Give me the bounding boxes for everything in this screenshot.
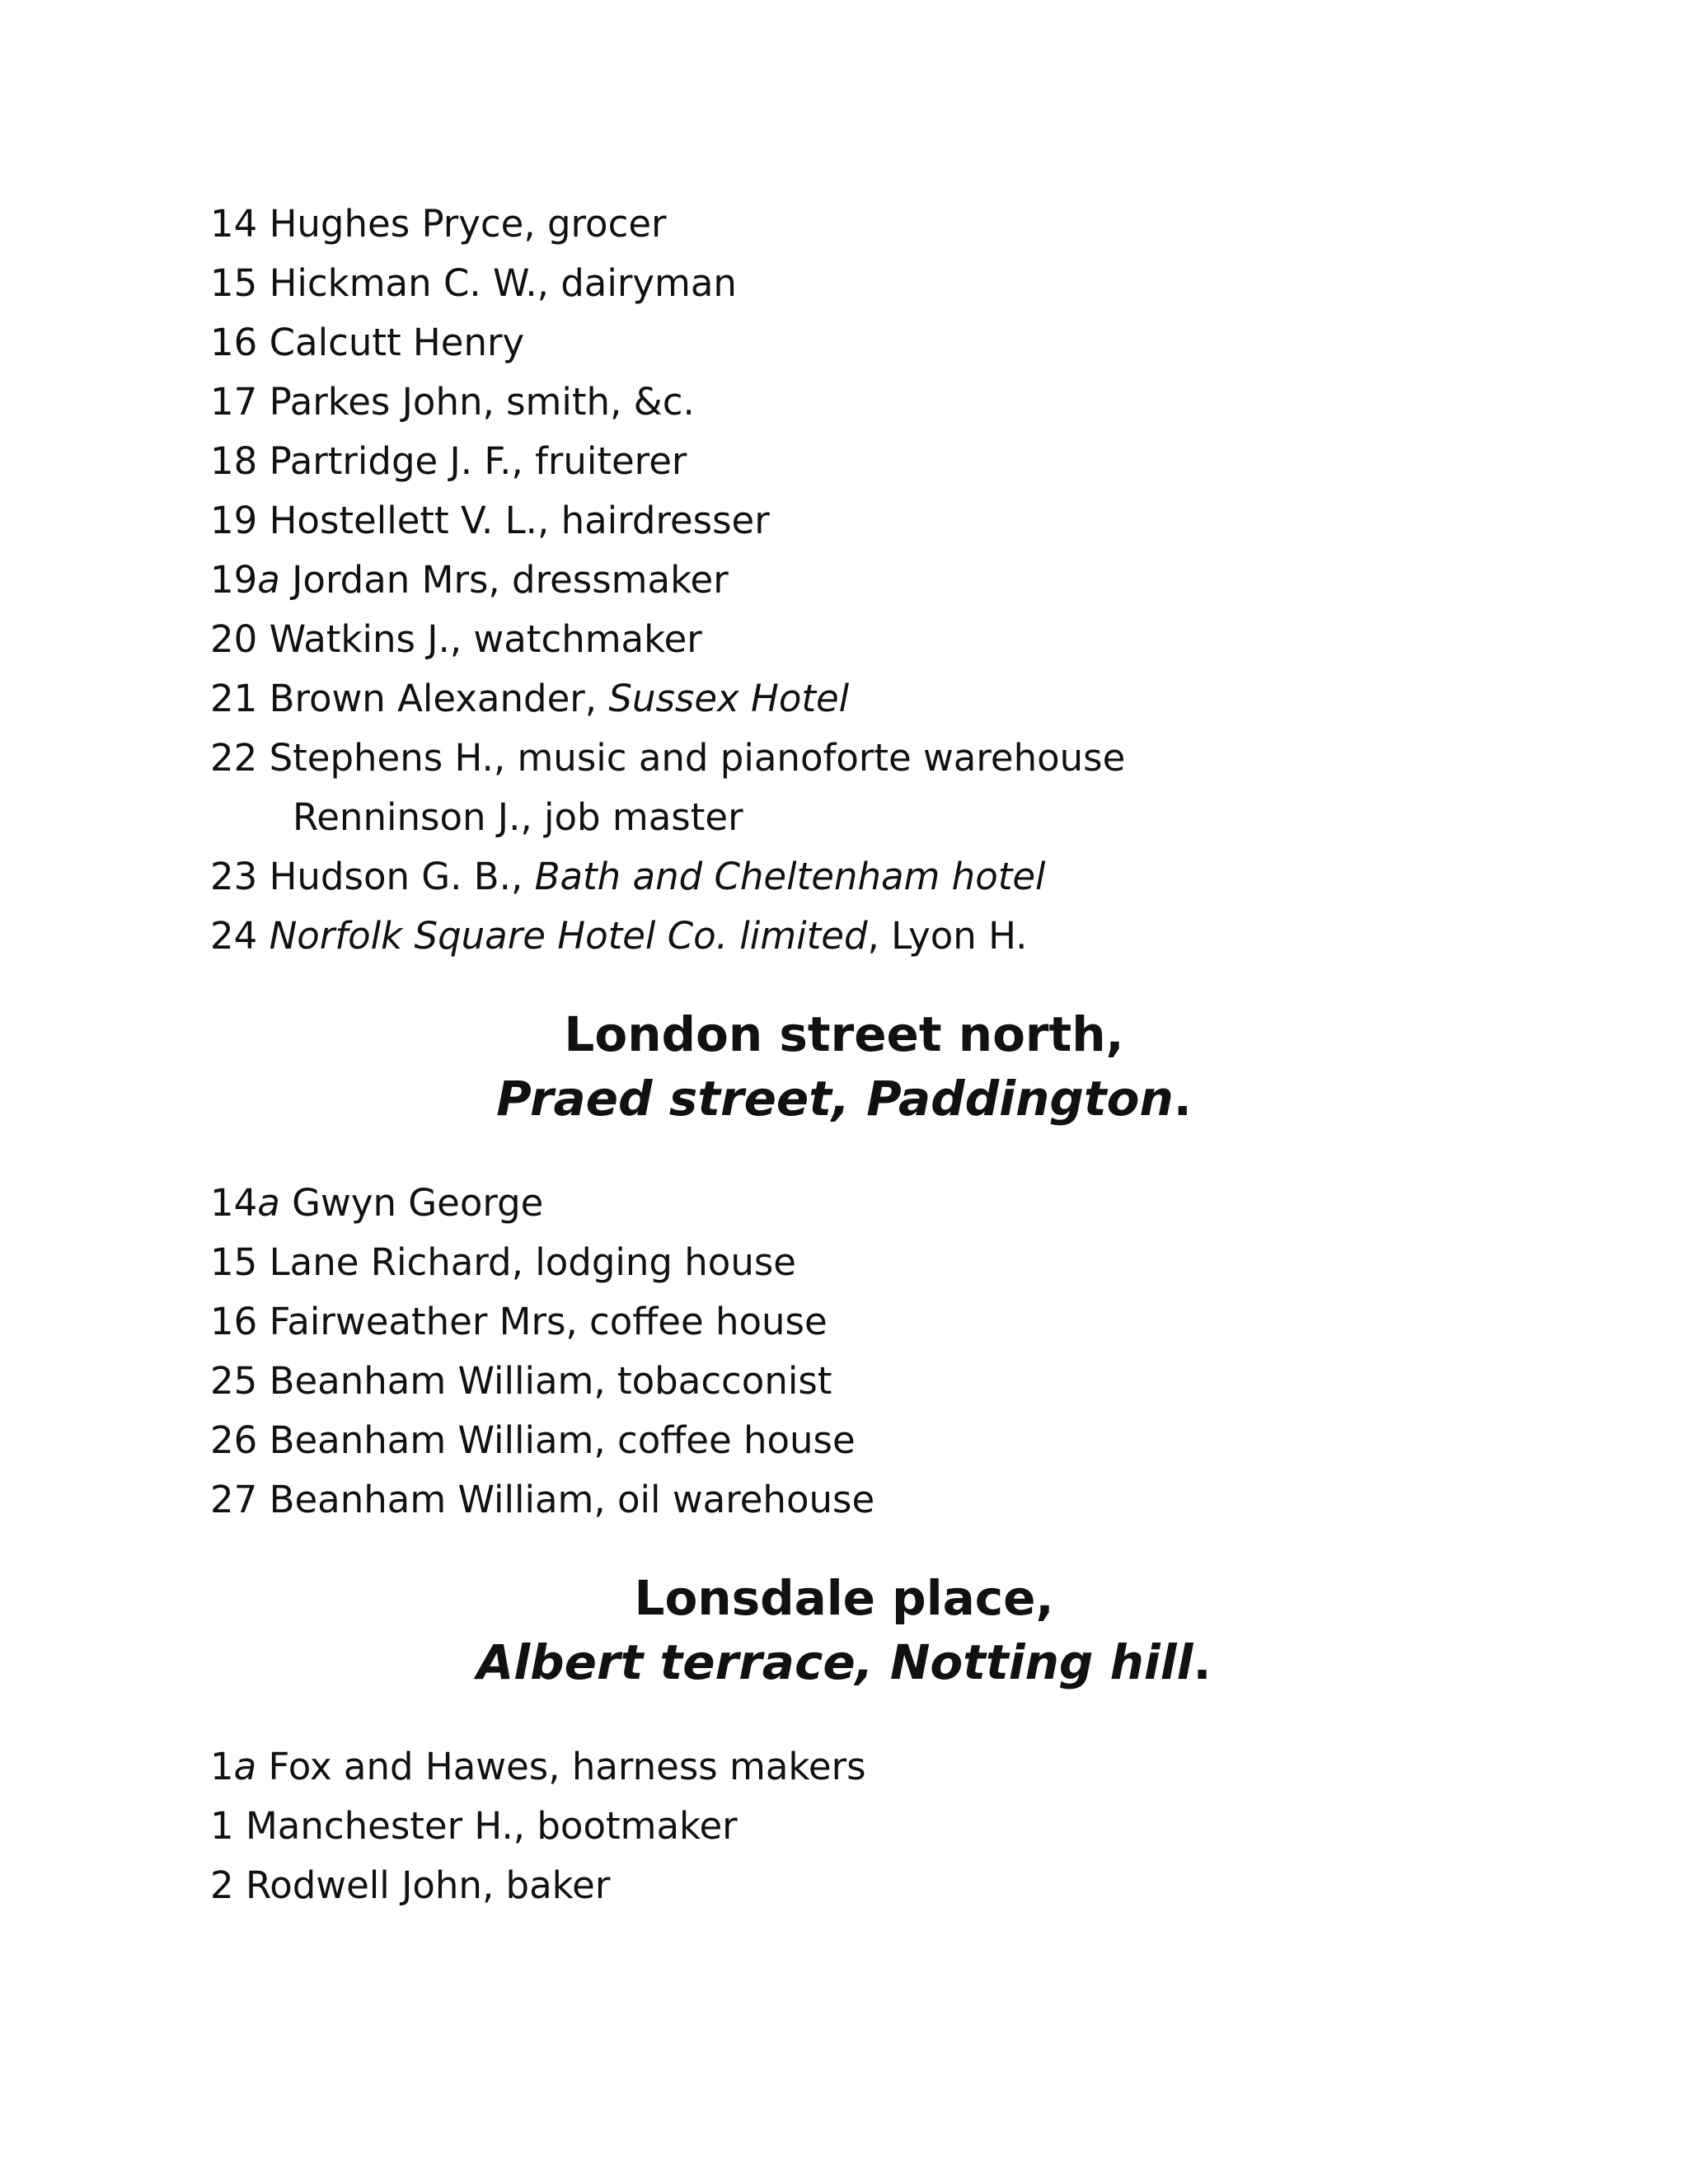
house-number: 18 (210, 439, 258, 483)
house-number: 14 (210, 202, 258, 246)
list-item (210, 1737, 1479, 1797)
house-number: 14 (210, 1181, 258, 1225)
list-item (210, 1856, 1479, 1915)
list-item (210, 491, 1479, 551)
entry-text: Gwyn George (292, 1181, 544, 1225)
list-item (210, 254, 1479, 313)
house-number: 1 (210, 1804, 234, 1848)
entry-text: Beanham William, oil warehouse (269, 1478, 875, 1521)
house-number: 20 (210, 617, 258, 661)
house-number: 16 (210, 321, 258, 364)
directory-page (210, 194, 1479, 1915)
list-item (210, 1292, 1479, 1352)
list-item (210, 1411, 1479, 1470)
list-item (210, 1233, 1479, 1292)
entry-italic-text: Sussex Hotel (608, 677, 850, 720)
entry-text: Beanham William, coffee house (269, 1418, 856, 1462)
house-number: 17 (210, 380, 258, 424)
house-number: 24 (210, 914, 258, 958)
entry-text: Manchester H., bootmaker (245, 1804, 738, 1848)
house-number: 21 (210, 677, 258, 720)
entry-list-1 (210, 194, 1479, 966)
list-item (210, 1352, 1479, 1411)
list-item (210, 907, 1479, 966)
entry-text: , Lyon H. (867, 914, 1028, 958)
list-item (210, 729, 1479, 788)
entry-text: Stephens H., music and pianoforte warehouse (269, 736, 1126, 780)
list-item (210, 1470, 1479, 1530)
entry-list-2 (210, 1174, 1479, 1530)
list-item (210, 1797, 1479, 1856)
house-number: 25 (210, 1359, 258, 1403)
house-number: 16 (210, 1300, 258, 1343)
list-item (210, 610, 1479, 669)
entry-text: Lane Richard, lodging house (269, 1240, 796, 1284)
heading-subline-text: Praed street, Paddington (496, 1071, 1174, 1127)
list-item (210, 313, 1479, 373)
entry-text: Parkes John, smith, &c. (269, 380, 695, 424)
list-item (210, 194, 1479, 254)
section-heading-london-street-north (0, 1002, 1688, 1131)
house-number: 19 (210, 558, 258, 602)
list-item (210, 432, 1479, 491)
list-item (210, 669, 1479, 729)
heading-line: Lonsdale place, (634, 1570, 1054, 1626)
heading-line: London street north, (564, 1006, 1124, 1062)
entry-italic-text: Norfolk Square Hotel Co. limited (269, 914, 868, 958)
entry-text: Hudson G. B., (269, 855, 535, 898)
entry-text: Jordan Mrs, dressmaker (292, 558, 729, 602)
house-number: 1 (210, 1745, 234, 1788)
entry-italic-text: Bath and Cheltenham hotel (534, 855, 1046, 898)
list-item (210, 1174, 1479, 1233)
entry-text: Beanham William, tobacconist (269, 1359, 832, 1403)
entry-text: Rodwell John, baker (245, 1863, 611, 1907)
house-number: 23 (210, 855, 258, 898)
entry-text: Brown Alexander, (269, 677, 609, 720)
entry-text: Hostellett V. L., hairdresser (269, 499, 770, 542)
entry-text: Hughes Pryce, grocer (269, 202, 667, 246)
list-item-indented (210, 788, 1479, 847)
house-number: 27 (210, 1478, 258, 1521)
house-number: 2 (210, 1863, 234, 1907)
section-heading-lonsdale-place (0, 1566, 1688, 1694)
heading-subline (0, 1630, 1688, 1694)
entry-text: Hickman C. W., dairyman (269, 261, 737, 305)
house-number: 22 (210, 736, 258, 780)
house-number: 15 (210, 261, 258, 305)
list-item (210, 847, 1479, 907)
house-number: 19 (210, 499, 258, 542)
heading-subline (0, 1066, 1688, 1131)
list-item (210, 373, 1479, 432)
entry-text: Partridge J. F., fruiterer (269, 439, 687, 483)
entry-list-3 (210, 1737, 1479, 1915)
house-number-suffix: a (233, 1745, 257, 1788)
entry-text: Renninson J., job master (293, 795, 743, 839)
entry-text: Watkins J., watchmaker (269, 617, 702, 661)
house-number: 26 (210, 1418, 258, 1462)
house-number-suffix: a (257, 558, 280, 602)
house-number: 15 (210, 1240, 258, 1284)
heading-subline-text: Albert terrace, Notting hill (476, 1634, 1193, 1690)
house-number-suffix: a (257, 1181, 280, 1225)
heading-period: . (1173, 1071, 1192, 1127)
heading-period: . (1193, 1634, 1212, 1690)
entry-text: Fairweather Mrs, coffee house (269, 1300, 828, 1343)
entry-text: Fox and Hawes, harness makers (268, 1745, 866, 1788)
list-item (210, 551, 1479, 610)
entry-text: Calcutt Henry (269, 321, 525, 364)
